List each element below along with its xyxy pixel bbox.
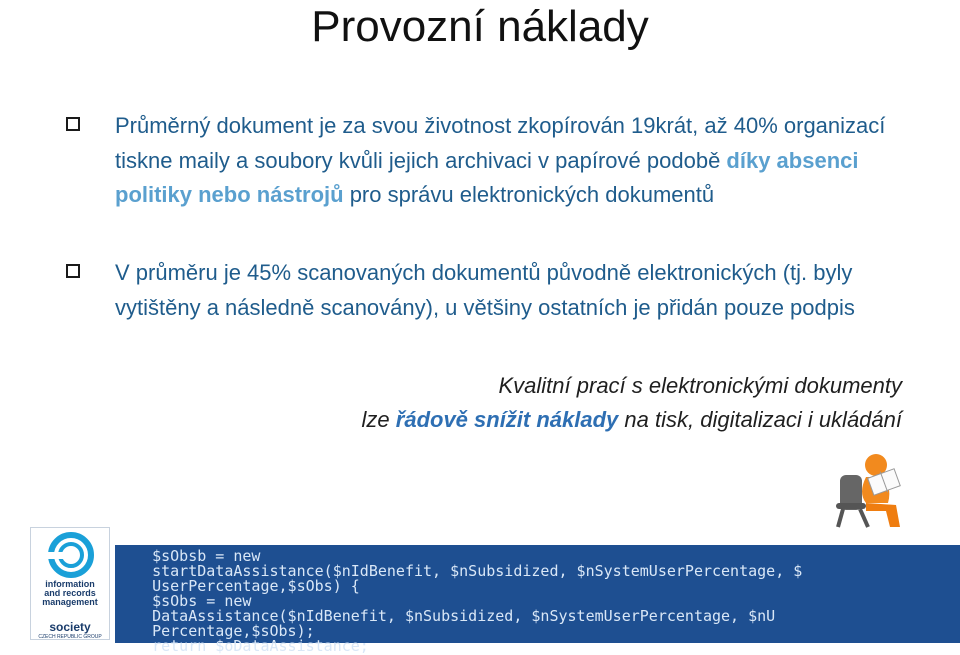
code-banner [115,545,960,655]
page-title: Provozní náklady [311,2,649,51]
conclusion-line-1: Kvalitní prací s elektronickými dokumenty [498,373,902,398]
bullet-paragraph-1: Průměrný dokument je za svou životnost zkopírován 19krát, až 40% organizací tiskne maily a soubory kvůli jejich archivaci v papírové podobě díky absenci politiky nebo nástrojů pro správu elektronických dokumentů [115,113,886,207]
conclusion-line-2: lze řádově snížit náklady na tisk, digitalizaci i ukládání [361,407,902,432]
highlight-text: díky absenci politiky nebo nástrojů [115,147,859,207]
code-text: $sObsb = new startDataAssistance($nIdBenefit, $nSubsidized, $nSystemUserPercentage, $ UserPercentage,$sObs) { $sObs = new DataAssistance($nIdBenefit, $nSubsidized, $nSystemUserPercentage, $nU Percentage,$sObs); return $oDataAssistance; [125,547,803,655]
bullet-paragraph-2: V průměru je 45% scanovaných dokumentů původně elektronických (tj. byly vytištěny a následně scanovány), u většiny ostatních je přidán pouze podpis [115,260,855,320]
logo-swirl-icon [46,532,96,578]
reading-person-illustration [818,445,918,535]
checkbox-bullet-icon [66,264,80,278]
checkbox-bullet-icon [66,117,80,131]
conclusion-highlight: řádově snížit náklady [395,407,619,432]
irms-logo: information and records management society CZECH REPUBLIC GROUP [30,527,110,640]
